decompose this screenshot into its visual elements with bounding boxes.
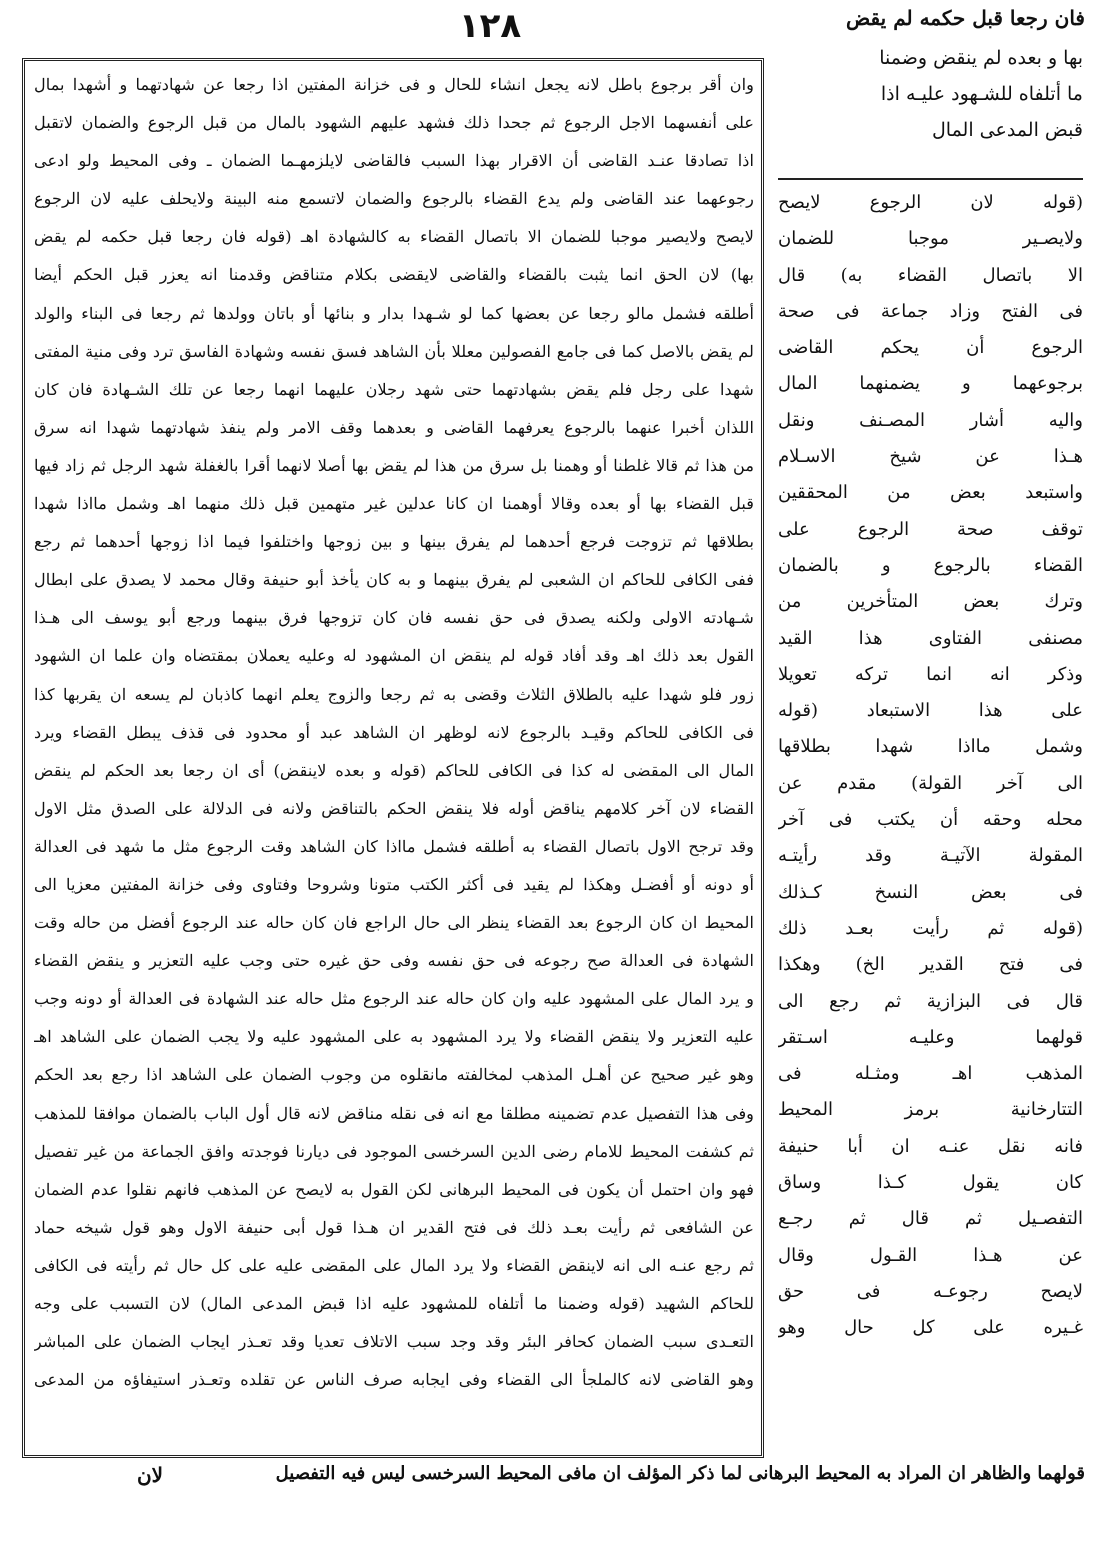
margin-text-line: وترك بعض المتأخرين من — [778, 591, 1083, 613]
margin-header-line: بها و بعده لم ينقض وضمنا — [879, 47, 1083, 69]
main-text-line: شهدا على رجل فلم يقض بشهادتهما حتى شهد رجلان عليهما انهما رجعا عن تلك الشـهادة فان كان — [34, 379, 754, 399]
main-text-line: أطلقه فشمل مالو رجعا عن بعضها كما لو شـهدا بدار و بنائها أو باتان وولدها ثم رجعا فى البناء والولد — [34, 303, 754, 323]
main-text-line: شـهادته الاولى ولكنه يصدق فى حق نفسه فان كان تزوجها فرق بينهما ورجع أبو يوسف الى هـذا — [34, 608, 754, 628]
margin-divider — [778, 178, 1083, 180]
margin-text-line: مصنفى الفتاوى هذا القيد — [778, 627, 1083, 649]
main-text-line: وهو القاضى لانه كالملجأ الى القضاء وفى ايجابه صرف الناس عن تقلده وتعـذر استيفاؤه من المدعى — [34, 1370, 754, 1390]
margin-text-line: لايصح رجوعـه فى حق — [778, 1280, 1083, 1302]
main-text-line: القضاء لان آخر كلامهم يناقض أوله فلا ينقض الحكم بالتناقض ولانه فى الدلالة على الصدق مثل الاول — [34, 798, 754, 818]
main-text-line: من هذا ثم قالا غلطنا أو وهمنا بل سرق من هذا لم يقض بها أصلا لانهما أقرا بالغفلة شهد الرجل ثم زاد فيها — [34, 455, 754, 475]
main-text-line: عليه التعزير ولا ينقض القضاء ولا يرد المشهود به على المشهود عليه ولا يجب الضمان على الشاهد اهـ — [34, 1027, 754, 1047]
main-text-line: بها) لان الحق انما يثبت بالقضاء والقاضى لايقضى بكلام متناقض وقدمنا انه يعزر قبل الحكم أيضا — [34, 265, 754, 285]
main-text-line: اذا تصادقا عنـد القاضى أن الاقرار بهذا السبب فالقاضى لايلزمهـما الضمان ـ وفى المحيط ولو ادعى — [34, 151, 754, 171]
margin-text-line: التتارخانية برمز المحيط — [778, 1099, 1083, 1121]
margin-text-line: برجوعهما و يضمنهما المال — [778, 373, 1083, 395]
margin-text-line: قولهما وعليـه اسـتقر — [778, 1026, 1083, 1048]
margin-text-line: فى الفتح وزاد جماعة فى صحة — [778, 300, 1083, 322]
main-text-line: التعـدى سبب الضمان كحافر البئر وقد وجد سبب الاتلاف تعديا وقد تعـذر ايجاب الضمان على المباشر — [34, 1332, 754, 1352]
margin-text-line: المقولة الآتيـة وقد رأيتـه — [778, 845, 1083, 867]
main-text-line: ففى الكافى للحاكم ان الشعبى لم يفرق بينهما و به كان يأخذ أبو حنيفة وقال محمد لا يصدق على ابطال — [34, 570, 754, 590]
margin-text-line: (قوله ثم رأيت بعـد ذلك — [778, 917, 1083, 939]
margin-text-line: واليه أشار المصـنف ونقل — [778, 409, 1083, 431]
catchword: لان — [136, 1463, 164, 1487]
margin-text-line: توقف صحة الرجوع على — [778, 518, 1083, 540]
main-text-line: وهو غير صحيح عن أهـل المذهب لمخالفته مانقلوه من وجوب الضمان على الشاهد اذا رجع بعد الحكم — [34, 1065, 754, 1085]
margin-text-line: المذهب اهـ ومثـله فى — [778, 1063, 1083, 1085]
margin-commentary — [778, 185, 1083, 1460]
margin-text-line: هـذا عن شيخ الاسـلام — [778, 446, 1083, 468]
main-text-line: القول بعد ذلك اهـ وقد أفاد قوله لم ينقض ان المشهود له وعليه يعملان بمقتضاه وان علما ان الشهود — [34, 646, 754, 666]
main-text-line: رجوعهما عند القاضى ولم يدع القضاء بالرجوع والضمان لاتسمع منه البينة ولايحلف عليه لان الرجوع — [34, 189, 754, 209]
main-text-line: لم يقض بالاصل كما فى جامع الفصولين معللا بأن الشاهد فسق نفسه وشهادة الفاسق ترد وفى منية المفتى — [34, 341, 754, 361]
margin-text-line: قال فى البزازية ثم رجع الى — [778, 990, 1083, 1012]
margin-text-line: القضاء بالرجوع و بالضمان — [778, 554, 1083, 576]
main-text-line: لايصح ولايصير موجبا للضمان الا باتصال القضاء به كالشهادة اهـ (قوله فان رجعا قبل حكمه لم يقض — [34, 227, 754, 247]
margin-text-line: غـيره على كل حال وهو — [778, 1317, 1083, 1339]
main-text-line: فهو وان احتمل أن يكون فى المحيط البرهانى لكن القول به لايصح عن المذهب فانهم نقلوا عدم الضمان — [34, 1179, 754, 1199]
margin-text-line: كان يقول كـذا وساق — [778, 1172, 1083, 1194]
main-text-line: الشهادة فى العدالة صح رجوعه فى حق نفسه وفى حق غيره حتى وجب عليه التعزير و ينقض القضاء — [34, 951, 754, 971]
main-text-line: اللذان أخبرا عنهما بالرجوع يعرفهما القاضى و بعدهما وقف الامر ولم ينفذ شهادتهما شهدا انه سرق — [34, 417, 754, 437]
main-text-line: و يرد المال على المشهود عليه وان كان حاله عند الرجوع مثل حاله عند الشهادة فى العدالة أو دونه وجب — [34, 989, 754, 1009]
margin-text-line: التفصـيل ثم قال ثم رجـع — [778, 1208, 1083, 1230]
footer-continuation-line: قولهما والظاهر ان المراد به المحيط البرهانى لما ذكر المؤلف ان مافى المحيط السرخسى ليس فيه التفصيل — [275, 1463, 1085, 1484]
main-text-body — [34, 66, 754, 1451]
margin-text-line: فانه نقل عنـه ان أبا حنيفة — [778, 1135, 1083, 1157]
main-text-line: وفى هذا التفصيل عدم تضمينه مطلقا مع انه فى نقله مناقض لانه قال أول الباب بالضمان موافقا للمذهب — [34, 1103, 754, 1123]
main-text-line: قبل القضاء بها أو بعده وقالا أوهمنا ان كانا عدلين غير متهمين قبل ذلك منهما اهـ وشمل مااذا شهدا — [34, 494, 754, 514]
main-text-line: أو دونه أو أفضـل وهكذا لم يقيد فى أكثر الكتب متونا وشروحا وفتاوى وفى خزانة المفتين معزيا الى — [34, 874, 754, 894]
main-text-line: ثم كشفت المحيط للامام رضى الدين السرخسى الموجود فى ديارنا فوجدته وافق الجماعة من غير تفصيل — [34, 1141, 754, 1161]
margin-text-line: محله وحقه أن يكتب فى آخر — [778, 809, 1083, 831]
margin-text-line: الا باتصال القضاء به) قال — [778, 264, 1083, 286]
margin-text-line: فى فتح القدير الخ) وهكذا — [778, 954, 1083, 976]
main-text-line: وقد ترجح الاول باتصال القضاء به أطلقه فشمل مااذا كان الشاهد وقت الرجوع مثل ما شهد فى العدالة — [34, 836, 754, 856]
main-text-line: بطلاقها ثم تزوجت فرجع أحدهما لم يفرق بينها و بين زوجها واختلفوا فيما اذا زوجها أحدهما ثم رجع — [34, 532, 754, 552]
main-text-line: وان أقر برجوع باطل لانه يجعل انشاء للحال و فى خزانة المفتين اذا رجعا عن شهادتهما و أشهدا بمال — [34, 75, 754, 94]
main-text-line: ثم رجع عنـه الى انه لاينقض القضاء ولا يرد المال على المقضى عليه على كل حال ثم رأيته فى الكافى — [34, 1255, 754, 1275]
margin-text-line: الرجوع أن يحكم القاضى — [778, 337, 1083, 359]
margin-text-line: (قوله لان الرجوع لايصح — [778, 192, 1083, 213]
main-text-line: على أنفسهما الاجل الرجوع ثم جحدا ذلك فشهد عليهم الشهود بالمال من قبل الرجوع والضمان لاتقبل — [34, 113, 754, 133]
margin-text-line: وذكر انه انما تركه تعويلا — [778, 663, 1083, 685]
page-header-text: فان رجعا قبل حكمه لم يقض — [846, 6, 1085, 30]
margin-text-line: عن هـذا القـول وقال — [778, 1244, 1083, 1266]
page-number: ١٢٨ — [458, 6, 522, 46]
margin-header-line: ما أتلفاه للشـهود عليـه اذا — [880, 83, 1083, 105]
main-text-line: عن الشافعى ثم رأيت بعـد ذلك فى فتح القدير ان هـذا قول أبى حنيفة الاول وهو قول شيخه حماد — [34, 1217, 754, 1237]
main-text-line: زور فلو شهدا عليه بالطلاق الثلاث وقضى به ثم رجعا والزوج يعلم انهما كاذبان لم يسعه ان يقربها كذا — [34, 684, 754, 704]
margin-text-line: واستبعد بعض من المحققين — [778, 482, 1083, 504]
main-text-line: المال الى المقضى له كذا فى الكافى للحاكم (قوله و بعده لاينقض) أى ان رجعا بعد الحكم لم ينقض — [34, 760, 754, 780]
margin-text-line: وشمل مااذا شهدا بطلاقها — [778, 736, 1083, 758]
margin-header-text — [778, 40, 1083, 148]
margin-text-line: على هذا الاستبعاد (قوله — [778, 700, 1083, 722]
margin-text-line: الى آخر القولة) مقدم عن — [778, 772, 1083, 794]
margin-text-line: ولايصـير موجبا للضمان — [778, 228, 1083, 250]
main-text-line: للحاكم الشهيد (قوله وضمنا ما أتلفاه للمشهود عليه اذا قبض المدعى المال) لان التسبب على وجه — [34, 1294, 754, 1313]
margin-text-line: فى بعض النسخ كـذلك — [778, 881, 1083, 903]
main-text-line: فى الكافى للحاكم وقيـد بالرجوع لانه لوظهر ان الشاهد عبد أو محدود فى قذف يبطل القضاء ويرد — [34, 722, 754, 742]
main-text-line: المحيط ان كان الرجوع بعد القضاء ينظر الى حال الراجع فان كان حاله عند الرجوع أفضل من حاله وقت — [34, 913, 754, 933]
margin-header-line: قبض المدعى المال — [931, 119, 1083, 141]
